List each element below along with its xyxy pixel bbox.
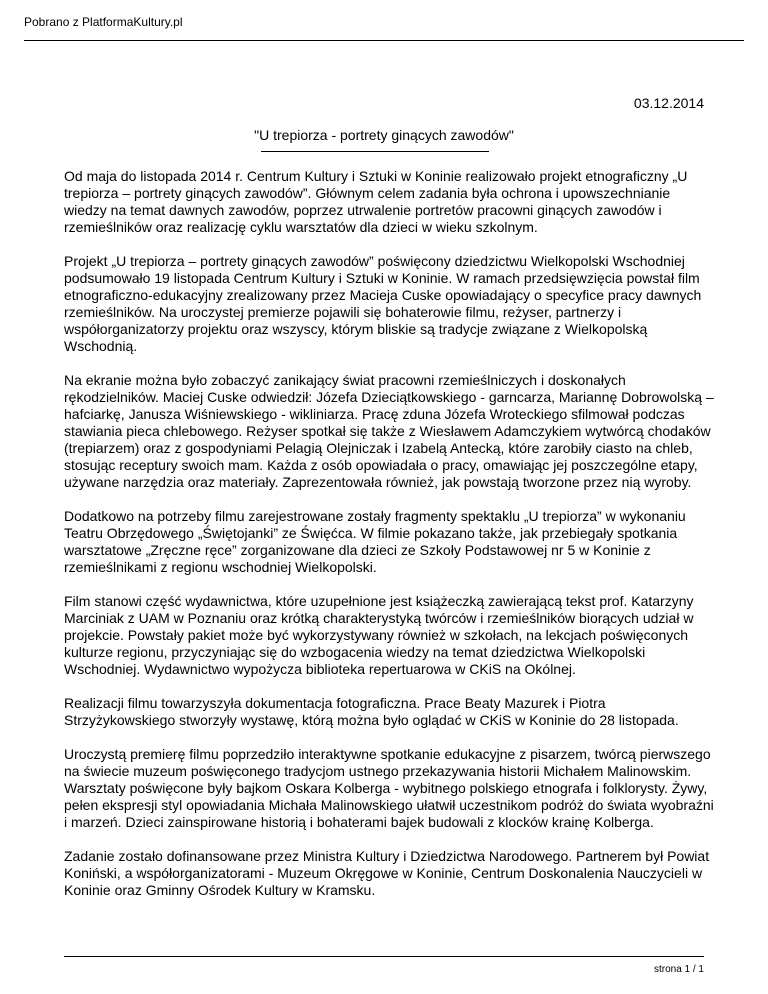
article-title: "U trepiorza - portrety ginących zawodów" xyxy=(254,127,514,143)
title-underline xyxy=(261,151,489,152)
paragraph: Realizacji filmu towarzyszyła dokumentacja fotograficzna. Prace Beaty Mazurek i Piotra Strzyżykowskiego stworzyły wystawę, którą można było oglądać w CKiS w Koninie do 28 listopada. xyxy=(64,695,679,728)
footer-divider xyxy=(64,956,704,957)
paragraph: Zadanie zostało dofinansowane przez Ministra Kultury i Dziedzictwa Narodowego. Partnerem był Powiat Koniński, a współorganizatorami - Muzeum Okręgowe w Koninie, Centrum Doskonalenia Nauczycieli w Koninie oraz Gminny Ośrodek Kultury w Kramsku. xyxy=(64,848,710,898)
page-number: strona 1 / 1 xyxy=(653,964,704,975)
article-body xyxy=(64,168,714,916)
paragraph: Dodatkowo na potrzeby filmu zarejestrowane zostały fragmenty spektaklu „U trepiorza” w wykonaniu Teatru Obrzędowego „Świętojanki” ze Święćca. W filmie pokazano także, jak przebiegały spotkania warsztatowe „Zręczne ręce” zorganizowane dla dzieci ze Szkoły Podstawowej nr 5 w Koninie z rzemieślnikami z regionu wschodniej Wielkopolski. xyxy=(64,508,686,575)
paragraph: Na ekranie można było zobaczyć zanikający świat pracowni rzemieślniczych i doskonałych rękodzielników. Maciej Cuske odwiedził: Józefa Dzieciątkowskiego - garncarza, Mariannę Dobrowolską – hafciarkę, Janusza Wiśniewskiego - wikliniarza. Pracę zduna Józefa Wroteckiego sfilmował podczas stawiania pieca chlebowego. Reżyser spotkał się także z Wiesławem Adamczykiem wytwórcą chodaków (trepiarzem) oraz z gospodyniami Pelagią Olejniczak i Izabelą Antecką, które zarobiły ciasto na chleb, stosując receptury swoich mam. Każda z osób opowiadała o pracy, omawiając jej poszczególne etapy, używane narzędzia oraz materiały. Zaprezentowała również, jak powstają tworzone przez nią wyroby. xyxy=(64,372,714,490)
paragraph: Od maja do listopada 2014 r. Centrum Kultury i Sztuki w Koninie realizowało projekt etnograficzny „U trepiorza – portrety ginących zawodów”. Głównym celem zadania była ochrona i upowszechnianie wiedzy na temat dawnych zawodów, poprzez utrwalenie portretów pracowni ginących zawodów i rzemieślników oraz realizację cyklu warsztatów dla dzieci w wieku szkolnym. xyxy=(64,168,688,235)
paragraph: Film stanowi część wydawnictwa, które uzupełnione jest książeczką zawierającą tekst prof. Katarzyny Marciniak z UAM w Poznaniu oraz krótką charakterystyką twórców i rzemieślników biorących udział w projekcie. Powstały pakiet może być wykorzystywany również w szkołach, na lekcjach poświęconych kulturze regionu, przyczyniając się do wzbogacenia wiedzy na temat dziedzictwa Wielkopolski Wschodniej. Wydawnictwo wypożycza biblioteka repertuarowa w CKiS na Okólnej. xyxy=(64,593,694,677)
paragraph: Projekt „U trepiorza – portrety ginących zawodów” poświęcony dziedzictwu Wielkopolski Wschodniej podsumowało 19 listopada Centrum Kultury i Sztuki w Koninie. W ramach przedsięwzięcia powstał film etnograficzno-edukacyjny zrealizowany przez Macieja Cuske opowiadający o specyfice pracy dawnych rzemieślników. Na uroczystej premierze pojawili się bohaterowie filmu, reżyser, partnerzy i współorganizatorzy projektu oraz wszyscy, którym bliskie są tradycje związane z Wielkopolską Wschodnią. xyxy=(64,253,702,354)
paragraph: Uroczystą premierę filmu poprzedziło interaktywne spotkanie edukacyjne z pisarzem, twórcą pierwszego na świecie muzeum poświęconego tradycjom ustnego przekazywania historii Michałem Malinowskim. Warsztaty poświęcone były bajkom Oskara Kolberga - wybitnego polskiego etnografa i folklorysty. Żywy, pełen ekspresji styl opowiadania Michała Malinowskiego ułatwił uczestnikom podróż do świata wyobraźni i marzeń. Dzieci zainspirowane historią i bohaterami bajek budowali z klocków krainę Kolberga. xyxy=(64,746,714,830)
article-date: 03.12.2014 xyxy=(633,95,704,111)
header-divider xyxy=(24,40,744,41)
source-label: Pobrano z PlatformaKultury.pl xyxy=(24,15,183,29)
